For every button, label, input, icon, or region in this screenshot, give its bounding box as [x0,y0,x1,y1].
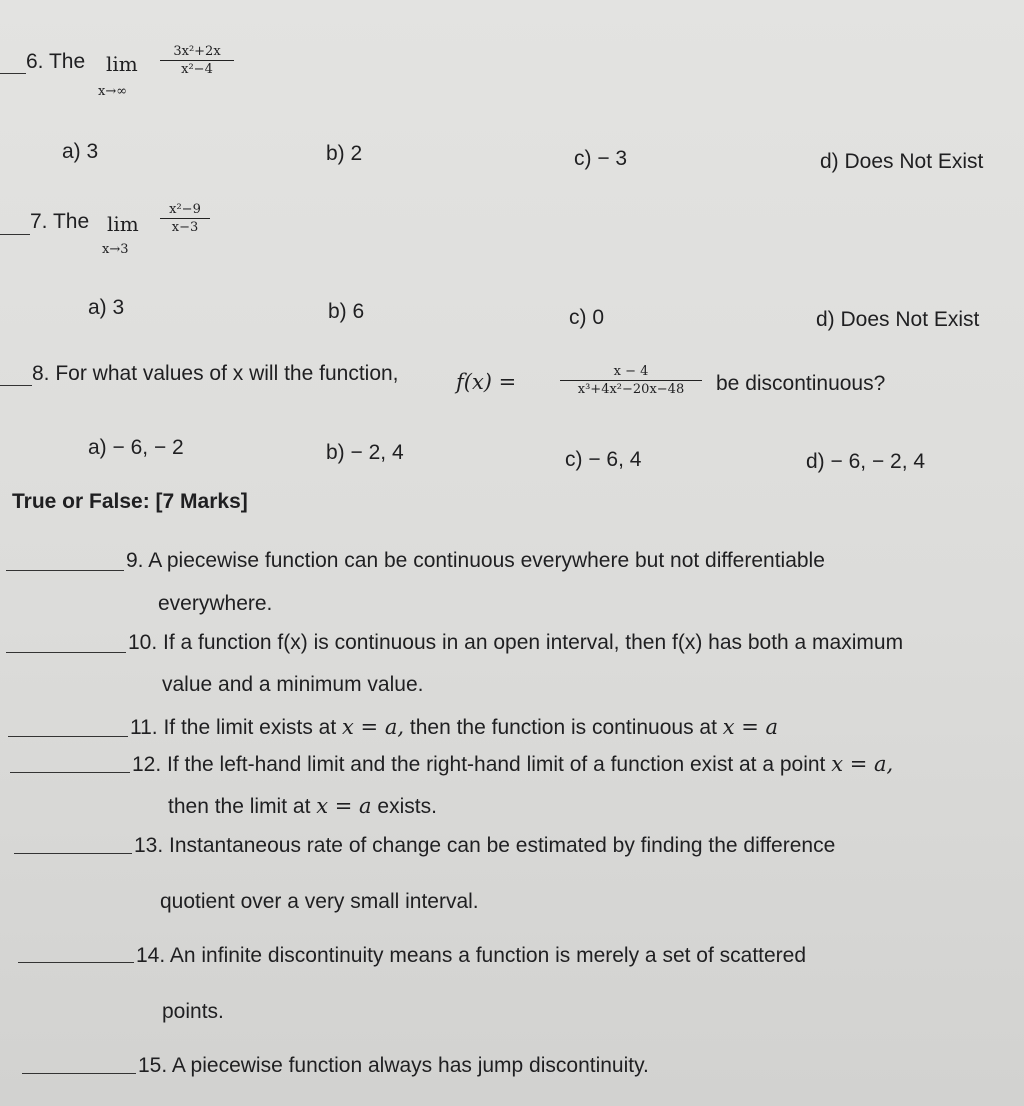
answer-blank-q13[interactable] [14,853,132,854]
q7-lim: lim [107,212,139,236]
q6-fraction-bar [160,60,234,61]
q8-function-name: f(x) = [456,370,517,394]
answer-blank-q6[interactable] [0,73,26,74]
q7-option-a[interactable]: a) 3 [88,296,125,319]
q8-option-c[interactable]: c) − 6, 4 [565,448,642,471]
q13-text-line2: quotient over a very small interval. [160,890,479,913]
q11-math-x-equals-a-2: x = a [722,715,779,739]
q7-option-d[interactable]: d) Does Not Exist [816,308,980,331]
q10-text-line1: 10. If a function f(x) is continuous in an open interval, then f(x) has both a maximum [128,631,904,654]
q9-text-line1: 9. A piecewise function can be continuous everywhere but not differentiable [126,549,825,572]
answer-blank-q15[interactable] [22,1073,136,1074]
q7-option-b[interactable]: b) 6 [328,300,365,323]
q6-option-b[interactable]: b) 2 [326,142,363,165]
q11-text-part2: then the function is continuous at [409,716,717,739]
answer-blank-q12[interactable] [10,772,130,773]
answer-blank-q8[interactable] [0,385,32,386]
q11-math-x-equals-a: x = a, [342,715,405,739]
q7-option-c[interactable]: c) 0 [569,306,605,329]
q14-text-line2: points. [162,1000,224,1023]
q12-math-x-equals-a: x = a, [831,752,894,776]
answer-blank-q10[interactable] [6,652,126,653]
answer-blank-q14[interactable] [18,962,134,963]
true-false-heading: True or False: [7 Marks] [12,490,248,513]
q9-text-line2: everywhere. [158,592,273,615]
q8-fraction [560,364,702,397]
q8-suffix: be discontinuous? [716,372,886,395]
q8-label: 8. For what values of x will the function, [32,362,399,385]
q6-numerator: 3x²+2x [173,44,221,59]
q6-option-a[interactable]: a) 3 [62,140,99,163]
q8-option-b[interactable]: b) − 2, 4 [326,441,404,464]
q6-lim-subscript: x→∞ [98,84,128,99]
q14-text-line1: 14. An infinite discontinuity means a function is merely a set of scattered [136,944,807,967]
q12-text-line2 [168,794,437,819]
q12-text-line1 [132,752,893,777]
q8-option-d[interactable]: d) − 6, − 2, 4 [806,450,926,473]
q8-numerator: x − 4 [613,364,649,379]
q7-label: 7. The [30,210,90,233]
q6-denominator: x²−4 [181,62,213,77]
answer-blank-q9[interactable] [6,570,124,571]
q13-text-line1: 13. Instantaneous rate of change can be estimated by finding the difference [134,834,836,857]
q7-lim-subscript: x→3 [102,242,129,257]
q7-numerator: x²−9 [169,202,201,217]
answer-blank-q11[interactable] [8,736,128,737]
q12-math-x-equals-a-2: x = a [316,794,372,818]
q7-fraction-bar [160,218,210,219]
q6-label: 6. The [26,50,86,73]
q12-text-part1: 12. If the left-hand limit and the right-hand limit of a function exist at a point [132,753,826,776]
q7-fraction [160,202,210,235]
q10-text-line2: value and a minimum value. [162,673,424,696]
q15-text: 15. A piecewise function always has jump discontinuity. [138,1054,649,1077]
q8-denominator: x³+4x²−20x−48 [577,382,685,397]
q12-text-part3: exists. [377,795,437,818]
q7-denominator: x−3 [171,220,199,235]
q11-text-part1: 11. If the limit exists at [130,716,337,739]
q8-option-a[interactable]: a) − 6, − 2 [88,436,184,459]
q6-fraction [160,44,234,77]
q8-fraction-bar [560,380,702,381]
answer-blank-q7[interactable] [0,234,30,235]
q12-text-part2: then the limit at [168,795,311,818]
q6-lim: lim [106,52,138,76]
q11-text [130,715,778,740]
q6-option-c[interactable]: c) − 3 [574,147,628,170]
q6-option-d[interactable]: d) Does Not Exist [820,150,984,173]
